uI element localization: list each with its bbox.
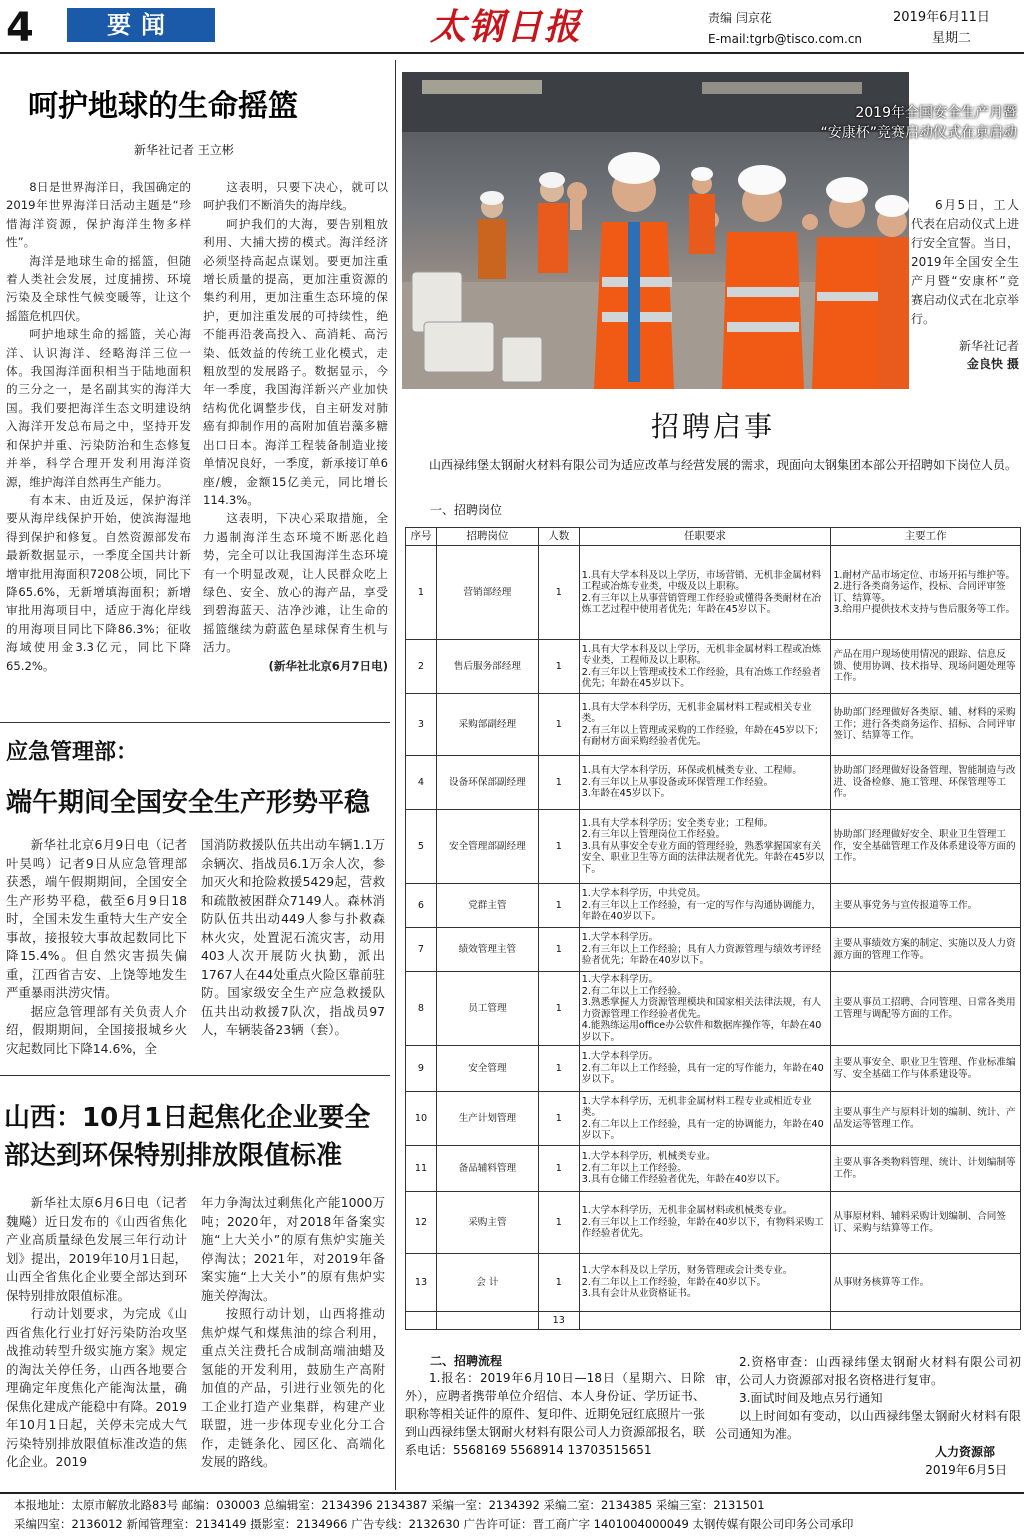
article3-title-line2: 部达到环保特别排放限值标准 xyxy=(4,1141,343,1171)
cell-req: 1.具有大学本科及以上学历，无机非金属材料工程或冶炼专业类，工程师及以上职称。 2.有三年以上管理或技术工作经验，具有冶炼工作经验者优先；年龄在45岁以下。 xyxy=(579,640,831,694)
cell-no: 8 xyxy=(406,972,437,1046)
cell-duty: 从事财务核算等工作。 xyxy=(831,1254,1021,1312)
article1-sign: (新华社北京6月7日电) xyxy=(268,658,388,673)
header-num: 人数 xyxy=(538,528,579,546)
photo-credit-line2: 金良快 摄 xyxy=(966,357,1019,371)
cell-post: 生产计划管理 xyxy=(436,1092,538,1146)
table-row xyxy=(406,1254,1021,1312)
paragraph: 新华社北京6月9日电（记者叶昊鸣）记者9日从应急管理部获悉，端午假期期间，全国安全生产形势平稳，截至6月9日18时，全国未发生重特大生产安全事故，接报较大事故起数同比下降15.4%。但自然灾害损失偏重，江西省吉安、上饶等地发生严重暴雨洪涝灾情。 xyxy=(6,837,187,1000)
cell-post: 采购主管 xyxy=(436,1192,538,1254)
recruit-date: 2019年6月5日 xyxy=(925,1463,1007,1477)
flow-step2: 2.资格审查：山西禄纬堡太钢耐火材料有限公司初审，公司人力资源部对报名资格进行复审。 xyxy=(715,1355,1021,1387)
article1-title: 呵护地球的生命摇篮 xyxy=(28,89,298,124)
photo-caption xyxy=(405,103,1017,143)
cell-no: 4 xyxy=(406,756,437,810)
cell-no: 7 xyxy=(406,928,437,972)
cell-req: 1.大学本科学历。 2.有三年以上工作经验；具有人力资源管理与绩效考评经验者优先；年龄在40岁以下。 xyxy=(579,928,831,972)
article2-col1 xyxy=(6,836,187,1058)
cell-post: 营销部经理 xyxy=(436,546,538,640)
article1-col2 xyxy=(203,178,388,675)
cell-no: 3 xyxy=(406,694,437,756)
cell-num: 1 xyxy=(538,810,579,884)
cell-post: 设备环保部副经理 xyxy=(436,756,538,810)
masthead: 太钢日报 xyxy=(430,6,583,48)
divider xyxy=(0,722,390,723)
cell-post: 党群主管 xyxy=(436,884,538,928)
flow-right xyxy=(715,1353,1021,1479)
cell-req: 1.大学本科学历。 2.有二年以上工作经验。 3.熟悉掌握人力资源管理模块和国家相关法律法规，有人力资源管理工作经验者优先。 4.能熟练运用office办公软件和数据库操作等，年龄在40岁以下。 xyxy=(579,972,831,1046)
header-duty: 主要工作 xyxy=(831,528,1021,546)
paragraph: 新华社太原6月6日电（记者魏飚）近日发布的《山西省焦化产业高质量绿色发展三年行动计划》提出，2019年10月1日起，山西全省焦化企业要全部达到环保特别排放限值标准。 xyxy=(6,1195,187,1303)
cell-req: 1.具有大学本科学历；安全类专业；工程师。 2.有三年以上管理岗位工作经验。 3.具有从事安全专业方面的管理经验，熟悉掌握国家有关安全、职业卫生等方面的法律法规者优先。年龄在45岁以下。 xyxy=(579,810,831,884)
email-line: E-mail:tgrb@tisco.com.cn xyxy=(708,32,863,46)
cell-no: 11 xyxy=(406,1146,437,1192)
cell-num: 1 xyxy=(538,928,579,972)
recruit-intro: 山西禄纬堡太钢耐火材料有限公司为适应改革与经营发展的需求，现面向太钢集团本部公开招聘如下岗位人员。 xyxy=(429,458,1018,472)
footer-line2: 采编四室：2136012 新闻管理室：2134149 摄影室：2134966 广告专线：2132630 广告许可证：晋工商广字 1401004000049 太钢传媒有限公司印务公司承印 xyxy=(14,1517,854,1531)
cell-req: 1.大学本科学历，无机非金属材料或机械类专业。 2.有三年以上工作经验，年龄在40岁以下，有物料采购工作经验者优先。 xyxy=(579,1192,831,1254)
paragraph: 呵护我们的大海，要告别粗放利用、大捕大捞的模式。海洋经济必须坚持高起点谋划。要更加注重增长质量的提高，更加注重资源的集约利用，更加注重生态环境的保护，更加注重发展的可持续性，绝不能再沿袭高投入、高消耗、高污染、低效益的传统工业化模式，走粗放型的发展路子。数据显示，今年一季度，我国海洋新兴产业加快结构优化调整步伐，自主研发对肺癌有抑制作用的高附加值岩藻多糖出口日本。海洋工程装备制造业接单情况良好，一季度，新承接订单6座/艘，金额15亿美元，同比增长114.3%。 xyxy=(203,216,388,507)
cell-no: 5 xyxy=(406,810,437,884)
cell-num: 1 xyxy=(538,546,579,640)
cell-post: 安全管理部副经理 xyxy=(436,810,538,884)
issue-weekday: 星期二 xyxy=(932,31,972,46)
photo-credit-line1: 新华社记者 xyxy=(958,339,1019,353)
cell-req: 1.大学本科及以上学历，财务管理或会计类专业。 2.有二年以上工作经验，年龄在40岁以下。 3.具有会计从业资格证书。 xyxy=(579,1254,831,1312)
table-row xyxy=(406,1146,1021,1192)
article3-col2 xyxy=(201,1194,385,1472)
paragraph: 呵护地球生命的摇篮，关心海洋、认识海洋、经略海洋三位一体。我国海洋面积相当于陆地面积的三分之一，是名副其实的海洋大国。我们要把海洋生态文明建设纳入海洋开发总布局之中，坚持开发和保护并重、污染防治和生态修复并举，科学合理开发利用海洋资源，维护海洋自然再生产能力。 xyxy=(6,327,191,489)
page-number: 4 xyxy=(6,5,34,51)
cell-post: 售后服务部经理 xyxy=(436,640,538,694)
cell-req: 1.大学本科学历，无机非金属材料工程专业或相近专业类。 2.有二年以上工作经验，具有一定的协调能力，年龄在40岁以下。 xyxy=(579,1092,831,1146)
column-divider xyxy=(395,60,396,1490)
cell-no: 1 xyxy=(406,546,437,640)
flow-left: 1.报名：2019年6月10日—18日（星期六、日除外），应聘者携带单位介绍信、本人身份证、学历证书、职称等相关证件的原件、复印件、近期免冠红底照片一张到山西禄纬堡太钢耐火材料有限公司人力资源部报名，联系电话：5568169 5568914 13703515651 xyxy=(405,1371,706,1457)
header-req: 任职要求 xyxy=(579,528,831,546)
article3-col1 xyxy=(6,1194,187,1472)
cell-post: 员工管理 xyxy=(436,972,538,1046)
table-row xyxy=(406,694,1021,756)
editor-line: 责编 闫京花 xyxy=(708,11,772,25)
cell-req: 1.具有大学本科及以上学历，市场营销、无机非金属材料工程或冶炼专业类，中级及以上职称。 2.有三年以上从事营销管理工作经验或懂得各类耐材在冶炼工艺过程中使用者优先；年龄在45岁以下。 xyxy=(579,546,831,640)
article2-col2 xyxy=(201,836,385,1040)
photo-credit xyxy=(911,337,1019,373)
paragraph: 年力争淘汰过剩焦化产能1000万吨；2020年，对2018年备案实施“上大关小”的原有焦炉实施关停淘汰；2021年，对2019年备案实施“上大关小”的原有焦炉实施关停淘汰。 xyxy=(201,1195,385,1303)
cell-num: 1 xyxy=(538,1192,579,1254)
paragraph: 8日是世界海洋日，我国确定的2019年世界海洋日活动主题是“珍惜海洋资源，保护海洋生物多样性”。 xyxy=(6,180,191,250)
paragraph: 行动计划要求，为完成《山西省焦化行业打好污染防治攻坚战推动转型升级实施方案》规定的淘汰关停任务，山西各地要合理确定年度焦化产能淘汰量，确保焦化建成产能稳中有降。2019年10月1日起，关停未完成大气污染特别排放限值标准改造的焦化企业。2019 xyxy=(6,1306,187,1469)
cell-duty: 主要从事员工招聘、合同管理、日常各类用工管理与调配等方面的工作。 xyxy=(831,972,1021,1046)
table-row xyxy=(406,1192,1021,1254)
recruit-title: 招聘启事 xyxy=(650,410,775,443)
cell-empty xyxy=(436,1312,538,1330)
cell-duty: 协助部门经理做好安全、职业卫生管理工作，安全基础管理工作及体系建设等方面的工作。 xyxy=(831,810,1021,884)
cell-duty: 1.耐材产品市场定位、市场开拓与维护等。 2.进行各类商务运作，投标、合同评审签订、结算等。 3.给用户提供技术支持与售后服务等工作。 xyxy=(831,546,1021,640)
table-row xyxy=(406,546,1021,640)
table-header-row xyxy=(406,528,1021,546)
cell-no: 6 xyxy=(406,884,437,928)
paragraph: 海洋是地球生命的摇篮，但随着人类社会发展，过度捕捞、环境污染及全球性气候变暖等，让这个摇篮危机四伏。 xyxy=(6,253,191,323)
paragraph: 国消防救援队伍共出动车辆1.1万余辆次、指战员6.1万余人次，参加灭火和抢险救援5429起，营救和疏散被困群众7149人。森林消防队伍共出动449人参与扑救森林火灾，处置泥石流灾害，动用403人次开展防火执勤，派出1767人在44处重点火险区靠前驻防。国家级安全生产应急救援队伍共出动救援7队次，指战员97人，车辆装备23辆（套）。 xyxy=(201,837,385,1037)
issue-date: 2019年6月11日 xyxy=(893,10,990,25)
photo-caption-line2: “安康杯”竞赛启动仪式在京启动 xyxy=(820,125,1017,141)
paragraph: 这表明，下决心采取措施，全力遏制海洋生态环境不断恶化趋势，完全可以让我国海洋生态环境有一个明显改观，让人民群众吃上绿色、安全、放心的海产品，享受到碧海蓝天、洁净沙滩，让生命的摇篮继续为蔚蓝色星球保育生机与活力。 xyxy=(203,511,388,655)
paragraph: 按照行动计划，山西将推动焦炉煤气和煤焦油的综合利用，重点关注费托合成制高端油蜡及氢能的开发利用，鼓励生产高附加值的产品，引进行业领先的化工企业打造产业集群，构建产业联盟，进一步体现专业化分工合作，走链条化、园区化、高端化发展的路线。 xyxy=(201,1306,385,1469)
cell-duty: 主要从事各类物料管理、统计、计划编制等工作。 xyxy=(831,1146,1021,1192)
cell-empty xyxy=(831,1312,1021,1330)
article1-col1 xyxy=(6,178,191,675)
paragraph: 这表明，只要下决心，就可以呵护我们不断消失的海岸线。 xyxy=(203,180,388,213)
cell-duty: 主要从事党务与宣传报道等工作。 xyxy=(831,884,1021,928)
cell-num: 1 xyxy=(538,972,579,1046)
divider xyxy=(0,1075,390,1076)
cell-req: 1.大学本科学历，中共党员。 2.有三年以上工作经验，有一定的写作与沟通协调能力，年龄在40岁以下。 xyxy=(579,884,831,928)
table-total-row xyxy=(406,1312,1021,1330)
cell-num: 1 xyxy=(538,694,579,756)
cell-no: 2 xyxy=(406,640,437,694)
flow-note: 以上时间如有变动，以山西禄纬堡太钢耐火材料有限公司通知为准。 xyxy=(715,1409,1021,1441)
cell-num: 1 xyxy=(538,1254,579,1312)
cell-req: 1.大学本科学历，机械类专业。 2.有二年以上工作经验。 3.具有仓储工作经验者优先，年龄在40岁以下。 xyxy=(579,1146,831,1192)
recruit-table-body xyxy=(406,546,1021,1330)
recruit-section2: 二、招聘流程 xyxy=(430,1354,503,1368)
photo-caption-line1: 2019年全国安全生产月暨 xyxy=(855,105,1017,121)
cell-duty: 协助部门经理做好各类原、辅、材料的采购工作；进行各类商务运作、招标、合同评审签订、结算等工作。 xyxy=(831,694,1021,756)
header-rule xyxy=(0,52,1024,54)
recruit-table xyxy=(405,527,1021,1330)
cell-req: 1.具有大学本科学历，无机非金属材料工程或相关专业类。 2.有三年以上管理或采购的工作经验，年龄在45岁以下；有耐材方面采购经验者优先。 xyxy=(579,694,831,756)
cell-no: 13 xyxy=(406,1254,437,1312)
table-row xyxy=(406,1092,1021,1146)
cell-duty: 主要从事生产与原料计划的编制、统计、产品发运等管理工作。 xyxy=(831,1092,1021,1146)
cell-post: 备品辅料管理 xyxy=(436,1146,538,1192)
cell-empty xyxy=(579,1312,831,1330)
header-post: 招聘岗位 xyxy=(436,528,538,546)
cell-total: 13 xyxy=(538,1312,579,1330)
table-row xyxy=(406,972,1021,1046)
cell-num: 1 xyxy=(538,1092,579,1146)
footer-rule xyxy=(0,1492,1024,1494)
article1-byline: 新华社记者 王立彬 xyxy=(134,143,234,157)
cell-duty: 协助部门经理做好设备管理、智能制造与改进、设备检修、施工管理、环保管理等工作。 xyxy=(831,756,1021,810)
cell-num: 1 xyxy=(538,640,579,694)
footer-line1: 本报地址：太原市解放北路83号 邮编：030003 总编辑室：2134396 2134387 采编一室：2134392 采编二室：2134385 采编三室：2131501 xyxy=(14,1498,765,1512)
flow-step3: 3.面试时间及地点另行通知 xyxy=(739,1391,883,1405)
cell-req: 1.具有大学本科学历，环保或机械类专业、工程师。 2.有三年以上从事设备或环保管理工作经验。 3.年龄在45岁以下。 xyxy=(579,756,831,810)
cell-post: 绩效管理主管 xyxy=(436,928,538,972)
cell-empty xyxy=(406,1312,437,1330)
table-row xyxy=(406,884,1021,928)
cell-num: 1 xyxy=(538,1146,579,1192)
paragraph: 据应急管理部有关负责人介绍，假期期间，全国接报城乡火灾起数同比下降14.6%，全 xyxy=(6,1003,187,1056)
cell-num: 1 xyxy=(538,884,579,928)
article2-title: 端午期间全国安全生产形势平稳 xyxy=(6,788,371,818)
cell-no: 9 xyxy=(406,1046,437,1092)
header-no: 序号 xyxy=(406,528,437,546)
paragraph: 有本末、由近及远，保护海洋要从海岸线保护开始，使滨海湿地得到保护和修复。自然资源部发布最新数据显示，一季度全国共计新增审批用海面积7208公顷，同比下降65.6%，无新增填海面积；新增审批用海项目中，适应于海化岸线的用海项目同比下降86.3%；征收海域使用金3.3亿元，同比下降65.2%。 xyxy=(6,492,191,673)
cell-req: 1.大学本科学历。 2.有二年以上工作经验，具有一定的写作能力，年龄在40岁以下。 xyxy=(579,1046,831,1092)
cell-post: 会 计 xyxy=(436,1254,538,1312)
cell-num: 1 xyxy=(538,756,579,810)
cell-post: 采购部副经理 xyxy=(436,694,538,756)
cell-no: 10 xyxy=(406,1092,437,1146)
article2-kicker: 应急管理部： xyxy=(6,740,139,765)
cell-duty: 从事原材料、辅料采购计划编制、合同签订、采购与结算等工作。 xyxy=(831,1192,1021,1254)
photo-side-text: 6月5日，工人代表在启动仪式上进行安全宣誓。当日，2019年全国安全生产月暨“安康杯”竞赛启动仪式在北京举行。 xyxy=(911,198,1020,326)
article3-title-line1: 山西：10月1日起焦化企业要全 xyxy=(4,1103,371,1133)
section-label: 要闻 xyxy=(67,8,215,42)
cell-duty: 主要从事安全、职业卫生管理、作业标准编写、安全基础工作与体系建设等。 xyxy=(831,1046,1021,1092)
cell-no: 12 xyxy=(406,1192,437,1254)
table-row xyxy=(406,1046,1021,1092)
table-row xyxy=(406,756,1021,810)
table-row xyxy=(406,810,1021,884)
recruit-section1: 一、招聘岗位 xyxy=(430,503,503,517)
cell-duty: 产品在用户现场使用情况的跟踪、信息反馈、使用协调、技术指导、现场问题处理等工作。 xyxy=(831,640,1021,694)
table-row xyxy=(406,928,1021,972)
cell-duty: 主要从事绩效方案的制定、实施以及人力资源方面的管理工作等。 xyxy=(831,928,1021,972)
table-row xyxy=(406,640,1021,694)
recruit-signature: 人力资源部 xyxy=(934,1445,995,1459)
cell-num: 1 xyxy=(538,1046,579,1092)
cell-post: 安全管理 xyxy=(436,1046,538,1092)
